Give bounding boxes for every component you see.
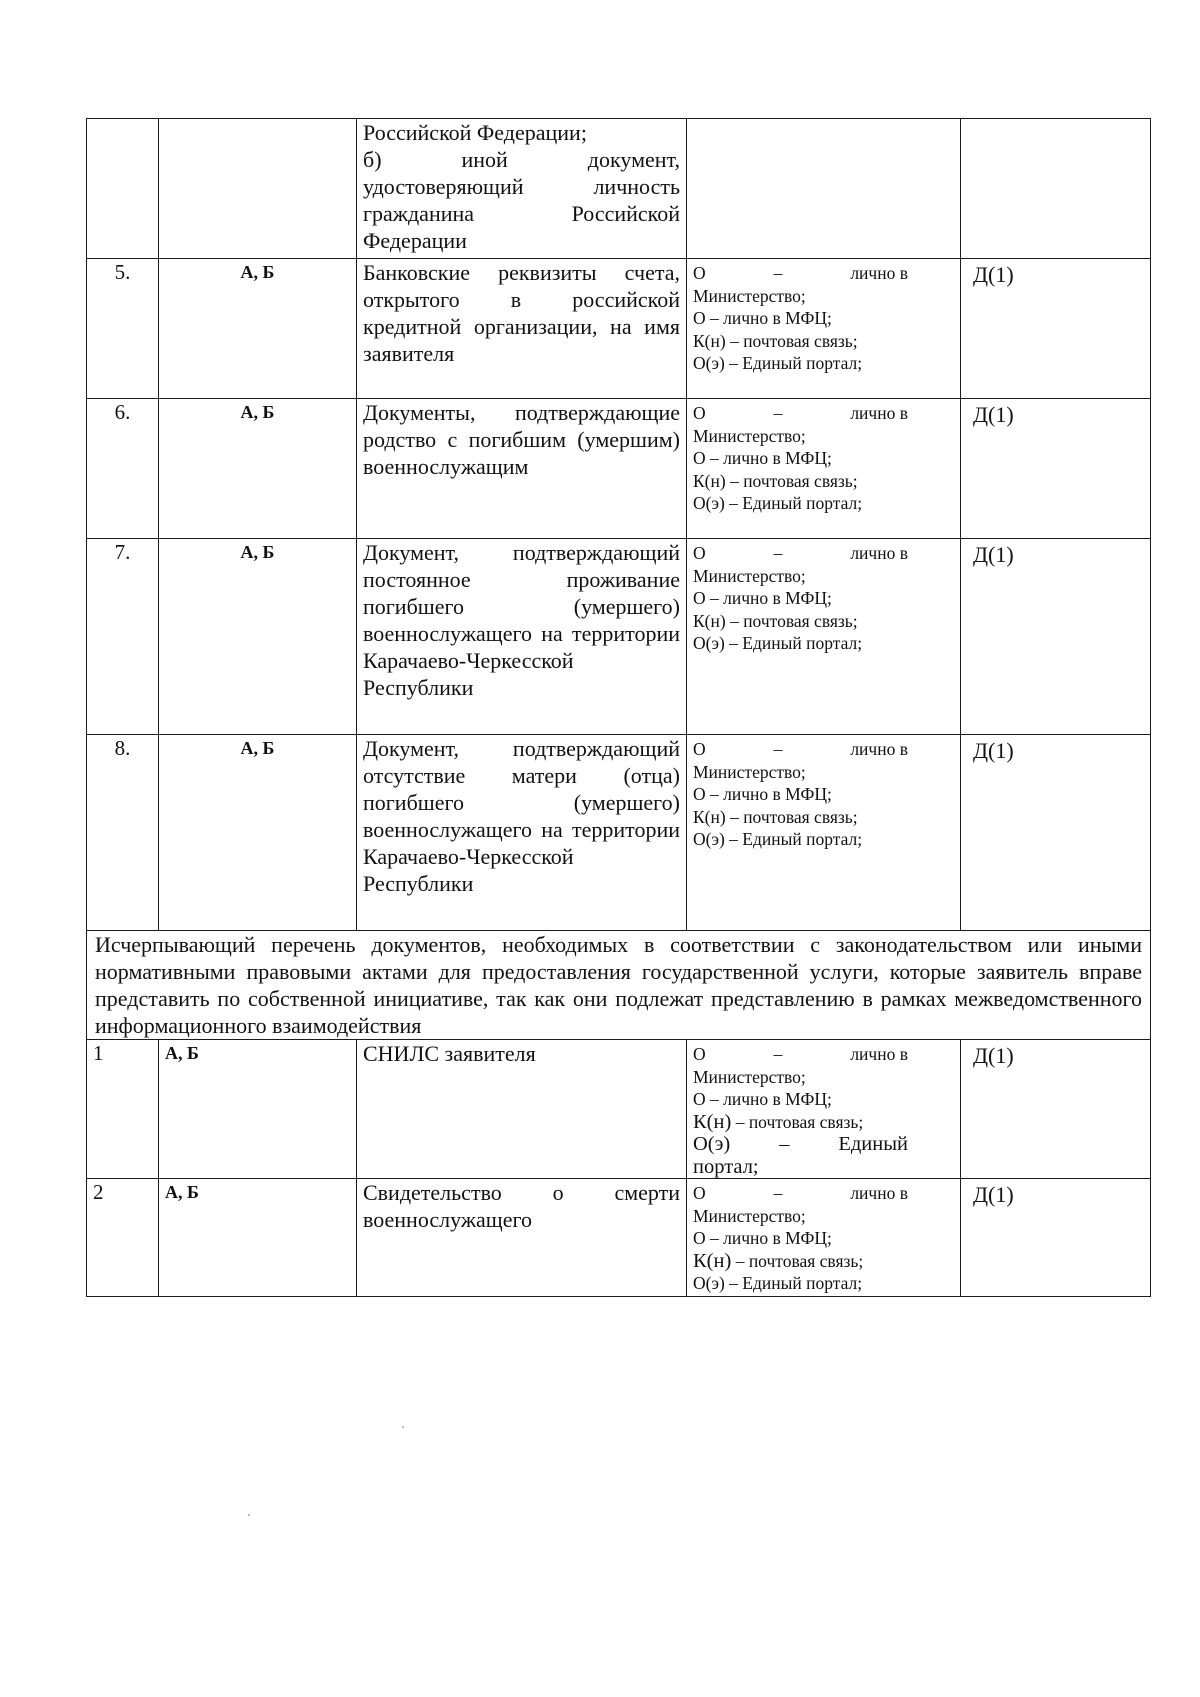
row-number: 8. [87,735,159,931]
table-row [87,735,1151,931]
method-text: лично в [850,1044,908,1064]
method-dash: – [773,403,783,423]
method-code: О(э) [693,1133,731,1155]
document-name [357,539,687,735]
method-line [693,1043,954,1066]
method-code: О [693,739,706,759]
method-line [693,1250,954,1273]
method-text: лично в [850,263,908,283]
scan-speck [402,1426,404,1428]
applicant-category-text: А, Б [240,262,275,282]
document-name-text: Банковские реквизиты счета, открытого в российской кредитной организации, на имя заявителя [363,260,680,366]
submission-method [687,119,961,259]
method-code: О [693,403,706,423]
method-line [693,402,954,425]
method-line: Министерство; [693,565,806,586]
submission-method [687,399,961,539]
method-line [693,542,954,565]
applicant-category [159,539,357,735]
method-code: О [693,1183,706,1203]
method-code: О [693,543,706,563]
method-dash: – [773,543,783,563]
method-line [693,1182,954,1205]
method-line [693,1111,954,1134]
method-line: О(э) – Единый портал; [693,829,863,849]
method-line: О(э) – Единый портал; [693,633,863,653]
document-name [357,259,687,399]
document-name [357,119,687,259]
result-code: Д(1) [961,735,1151,931]
method-line: К(н) – почтовая связь; [693,610,858,631]
section-heading-row [87,931,1151,1040]
table-row [87,1179,1151,1297]
method-code: К(н) [693,1249,732,1272]
result-code: Д(1) [961,399,1151,539]
method-code: К(н) [693,1110,732,1133]
result-code [961,119,1151,259]
submission-method [687,1179,961,1297]
row-number [87,119,159,259]
method-line: О(э) – Единый портал; [693,1273,863,1293]
method-line: Министерство; [693,1066,806,1087]
method-line: О – лично в МФЦ; [693,1228,832,1248]
method-line: К(н) – почтовая связь; [693,806,858,827]
method-line: Министерство; [693,425,806,446]
applicant-category-text: А, Б [240,402,275,422]
method-line: Министерство; [693,761,806,782]
applicant-category: А, Б [159,1179,357,1297]
document-name [357,399,687,539]
method-text: – почтовая связь; [731,1111,864,1132]
submission-method [687,259,961,399]
method-dash: – [773,1044,783,1064]
method-dash: – [773,1183,783,1203]
table-row [87,119,1151,259]
document-name [357,735,687,931]
scan-speck [248,1514,250,1516]
method-line: К(н) – почтовая связь; [693,330,858,351]
method-line: Министерство; [693,285,806,306]
document-name-text: Документ, подтверждающий отсутствие матери (отца) погибшего (умершего) военнослужащего на территории Карачаево-Черкесской Республики [363,736,680,896]
method-line: О – лично в МФЦ; [693,308,832,328]
applicant-category-text: А, Б [240,542,275,562]
table-row [87,259,1151,399]
document-name-text: Документ, подтверждающий постоянное проживание погибшего (умершего) военнослужащего на территории Карачаево-Черкесской Республики [363,540,680,700]
result-code: Д(1) [961,1040,1151,1179]
method-text: лично в [850,543,908,563]
method-line [693,262,954,285]
applicant-category [159,399,357,539]
method-text: лично в [850,403,908,423]
document-name-text: Российской Федерации; б) иной документ, удостоверяющий личность гражданина Российской Федерации [363,120,680,253]
applicant-category [159,735,357,931]
method-code: О [693,263,706,283]
method-line: О – лично в МФЦ; [693,448,832,468]
document-name-text: Документы, подтверждающие родство с погибшим (умершим) военнослужащим [363,400,680,479]
applicant-category-text: А, Б [240,738,275,758]
row-number: 5. [87,259,159,399]
method-line: К(н) – почтовая связь; [693,470,858,491]
document-name [357,1179,687,1297]
method-line: Министерство; [693,1205,806,1226]
row-number: 1 [87,1040,159,1179]
method-dash: – [773,739,783,759]
method-text: Единый [838,1133,908,1155]
section-heading: Исчерпывающий перечень документов, необходимых в соответствии с законодательством или иными нормативными правовыми актами для предоставления государственной услуги, которые заявитель вправе представить по собственной инициативе, так как они подлежат представлению в рамках межведомственного информационного взаимодействия [87,931,1151,1040]
table-row [87,539,1151,735]
method-line: О – лично в МФЦ; [693,784,832,804]
method-line: О – лично в МФЦ; [693,588,832,608]
method-line [693,738,954,761]
method-dash: – [773,263,783,283]
result-code: Д(1) [961,539,1151,735]
method-dash: – [779,1133,790,1155]
document-name [357,1040,687,1179]
applicant-category [159,119,357,259]
method-line: О(э) – Единый портал; [693,493,863,513]
result-code: Д(1) [961,259,1151,399]
applicant-category: А, Б [159,1040,357,1179]
method-line: О – лично в МФЦ; [693,1089,832,1109]
submission-method [687,735,961,931]
document-name-text: СНИЛС заявителя [363,1041,536,1066]
submission-method [687,539,961,735]
row-number: 2 [87,1179,159,1297]
method-text: – почтовая связь; [731,1250,864,1271]
method-code: О [693,1044,706,1064]
document-name-text: Свидетельство о смерти военнослужащего [363,1180,680,1232]
row-number: 7. [87,539,159,735]
method-line: О(э) – Единый портал; [693,353,863,373]
applicant-category [159,259,357,399]
table-row [87,399,1151,539]
document-page [86,118,1150,1297]
method-text: лично в [850,739,908,759]
result-code: Д(1) [961,1179,1151,1297]
row-number: 6. [87,399,159,539]
table-row [87,1040,1151,1179]
method-text: лично в [850,1183,908,1203]
method-line: портал; [693,1155,759,1178]
submission-method [687,1040,961,1179]
method-line [693,1133,954,1156]
documents-table [86,118,1151,1297]
